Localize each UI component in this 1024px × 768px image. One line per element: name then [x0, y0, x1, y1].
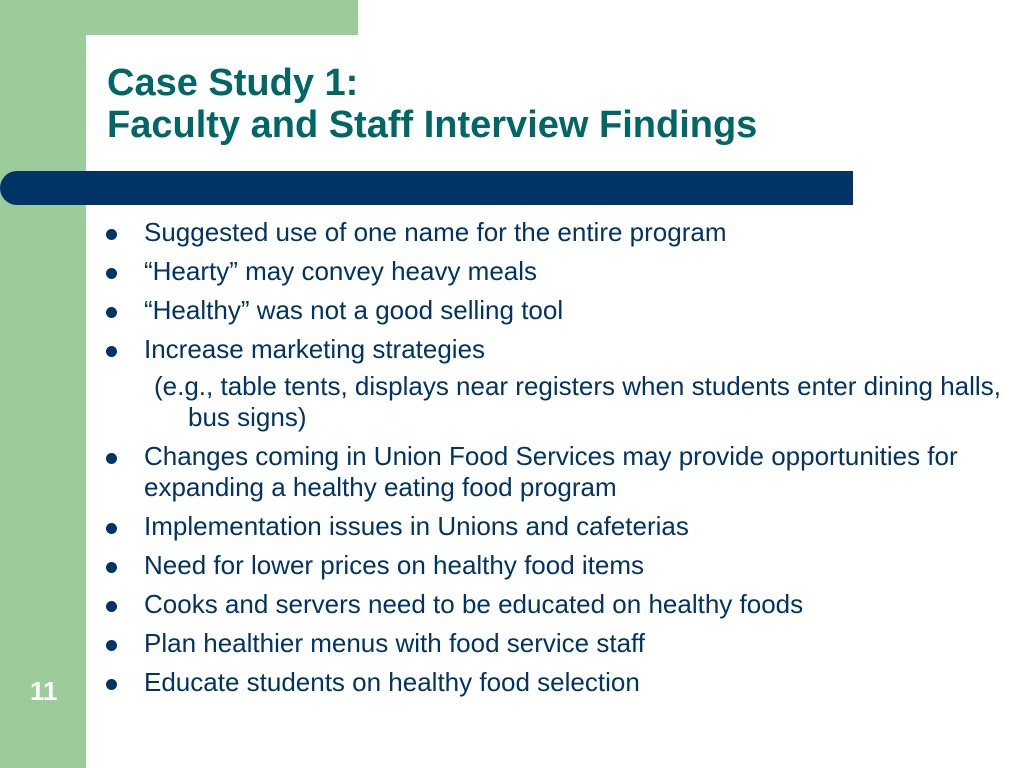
- bullet-text: (e.g., table tents, displays near registers when students enter dining halls, bus signs): [154, 371, 1001, 432]
- bullet-dot-icon: [106, 229, 117, 240]
- slide-title-line2: Faculty and Staff Interview Findings: [107, 104, 758, 146]
- bullet-dot-icon: [106, 679, 117, 690]
- bullet-text: Increase marketing strategies: [144, 334, 486, 364]
- bullet-subitem: [104, 371, 1004, 433]
- bullet-dot-icon: [106, 640, 117, 651]
- bullet-text: Implementation issues in Unions and cafeterias: [144, 511, 689, 541]
- bullet-list: [104, 213, 1004, 698]
- left-decor-band: [0, 0, 86, 768]
- bullet-text: Cooks and servers need to be educated on healthy foods: [144, 589, 804, 619]
- bullet-text: “Hearty” may convey heavy meals: [144, 256, 538, 286]
- bullet-dot-icon: [106, 523, 117, 534]
- slide-title: [107, 62, 757, 146]
- bullet-dot-icon: [106, 601, 117, 612]
- bullet-item: [104, 441, 1004, 503]
- bullet-text: “Healthy” was not a good selling tool: [144, 295, 564, 325]
- top-decor-band: [0, 0, 358, 35]
- bullet-text: Educate students on healthy food selection: [144, 667, 640, 697]
- bullet-text: Changes coming in Union Food Services may provide opportunities for expanding a healthy eating food program: [144, 441, 958, 502]
- bullet-text: Plan healthier menus with food service staff: [144, 628, 646, 658]
- bullet-dot-icon: [106, 453, 117, 464]
- bullet-dot-icon: [106, 562, 117, 573]
- title-underline-bar: [0, 171, 853, 205]
- bullet-item: [104, 589, 1004, 620]
- bullet-item: [104, 295, 1004, 326]
- bullet-dot-icon: [106, 346, 117, 357]
- bullet-item: [104, 334, 1004, 365]
- bullet-item: [104, 511, 1004, 542]
- bullet-dot-icon: [106, 268, 117, 279]
- bullet-item: [104, 550, 1004, 581]
- bullet-text: Suggested use of one name for the entire program: [144, 217, 727, 247]
- bullet-item: [104, 217, 1004, 248]
- bullet-item: [104, 667, 1004, 698]
- bullet-item: [104, 628, 1004, 659]
- bullet-dot-icon: [106, 307, 117, 318]
- slide-number: 11: [30, 676, 58, 706]
- bullet-item: [104, 256, 1004, 287]
- slide-title-line1: Case Study 1:: [107, 62, 359, 104]
- bullet-text: Need for lower prices on healthy food items: [144, 550, 645, 580]
